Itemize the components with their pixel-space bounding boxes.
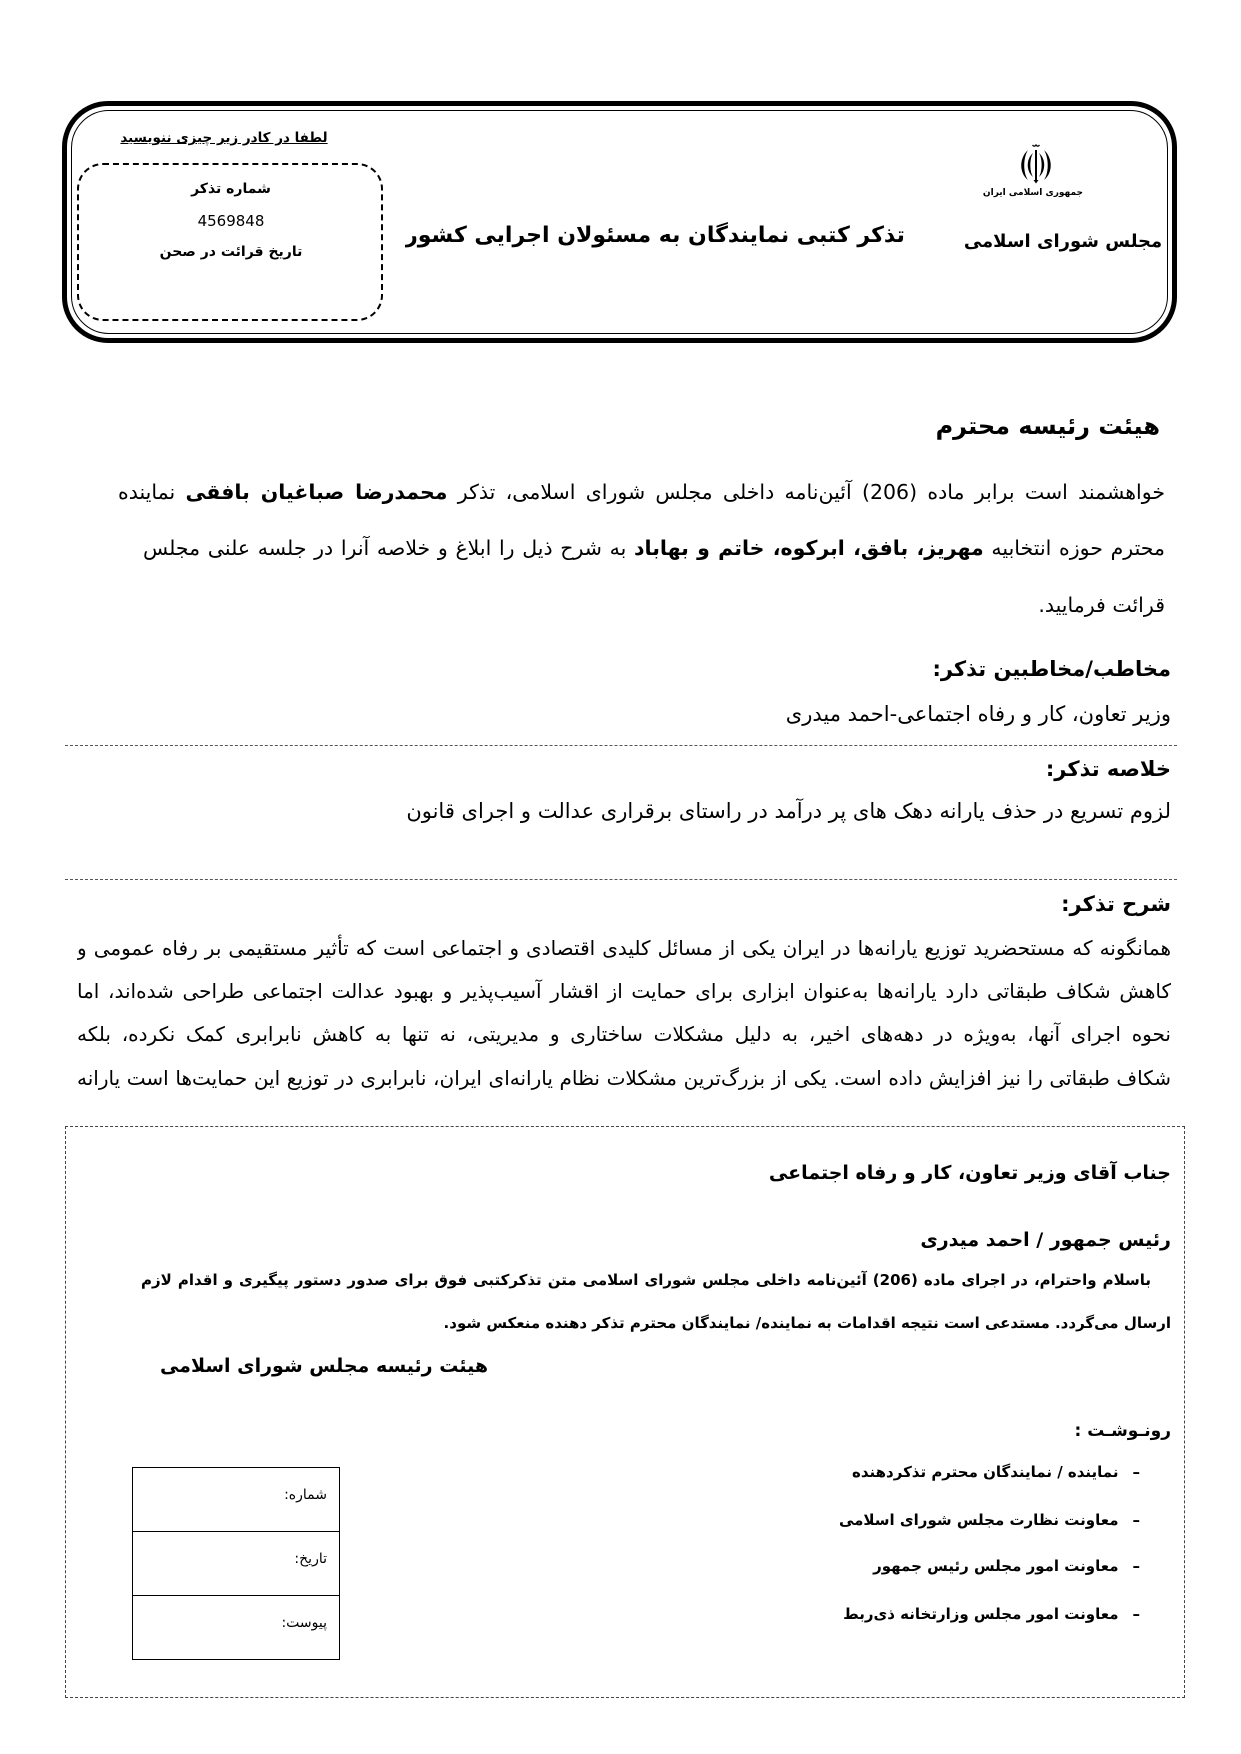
salutation: هیئت رئیسه محترم — [935, 412, 1160, 440]
section-divider — [65, 745, 1177, 746]
description-line: همانگونه که مستحضرید توزیع یارانه‌ها در ایران یکی از مسائل کلیدی اقتصادی و اجتماعی است که تأثیر مستقیمی بر رفاه عمومی و — [77, 936, 1171, 960]
referral-addressee: جناب آقای وزیر تعاون، کار و رفاه اجتماعی — [768, 1162, 1171, 1184]
register-attachment-label: پیوست: — [281, 1615, 327, 1631]
document-title: تذکر کتبی نمایندگان به مسئولان اجرایی کشور — [405, 223, 905, 248]
cc-label: رونـوشـت : — [1074, 1421, 1171, 1441]
cc-list-item — [640, 1600, 1140, 1628]
intro-line-3: قرائت فرمایید. — [1038, 593, 1165, 617]
addressees-value: وزیر تعاون، کار و رفاه اجتماعی-احمد میدری — [785, 702, 1171, 726]
cc-list-item — [640, 1458, 1140, 1486]
intro-line-1 — [118, 475, 1165, 509]
constituency-names: مهریز، بافق، ابرکوه، خاتم و بهاباد — [634, 536, 984, 560]
logo-country-text: جمهوری اسلامی ایران — [983, 188, 1083, 198]
intro-line-1-text: خواهشمند است برابر ماده (206) آئین‌نامه داخلی مجلس شورای اسلامی، تذکر — [457, 480, 1165, 504]
cc-list-item — [640, 1552, 1140, 1580]
notice-number: 4569848 — [197, 212, 265, 230]
logo-parliament-name: مجلس شورای اسلامی — [963, 231, 1163, 252]
cc-item-text: نماینده / نمایندگان محترم تذکردهنده — [852, 1463, 1119, 1481]
cc-item-text: معاونت امور مجلس رئیس جمهور — [873, 1557, 1119, 1575]
cc-list-item — [640, 1506, 1140, 1534]
summary-value: لزوم تسریع در حذف یارانه دهک های پر درآمد در راستای برقراری عدالت و اجرای قانون — [406, 799, 1171, 823]
cc-item-text: معاونت امور مجلس وزارتخانه ذی‌ربط — [843, 1605, 1119, 1623]
intro-line-2-tail: به شرح ذیل را ابلاغ و خلاصه آنرا در جلسه علنی مجلس — [143, 536, 627, 560]
referral-body-line: باسلام واحترام، در اجرای ماده (206) آئین‌نامه داخلی مجلس شورای اسلامی متن تذکرکتبی فوق برای صدور دستور پیگیری و اقدام لازم — [141, 1271, 1151, 1289]
intro-line-2 — [143, 531, 1165, 565]
register-date-label: تاریخ: — [294, 1551, 327, 1567]
register-row-attachment — [133, 1596, 339, 1659]
description-line: شکاف طبقاتی را نیز افزایش داده است. یکی از بزرگ‌ترین مشکلات نظام یارانه‌ای ایران، نابرابری در توزیع این حمایت‌ها است یارانه — [77, 1066, 1171, 1090]
summary-label: خلاصه تذکر: — [1045, 757, 1171, 781]
intro-line-2-text: محترم حوزه انتخابیه — [991, 536, 1165, 560]
register-number-label: شماره: — [284, 1487, 327, 1503]
description-label: شرح تذکر: — [1061, 892, 1171, 916]
description-line: کاهش شکاف طبقاتی دارد یارانه‌ها به‌عنوان ابزاری برای حمایت از اقشار آسیب‌پذیر و بهبود عدالت اجتماعی طراحی شده‌اند، اما — [77, 979, 1171, 1003]
representative-name: محمدرضا صباغیان بافقی — [185, 480, 448, 504]
register-row-date — [133, 1532, 339, 1596]
referral-body-line: ارسال می‌گردد. مستدعی است نتیجه اقدامات به نماینده/ نمایندگان محترم تذکر دهنده منعکس شود. — [443, 1314, 1171, 1332]
register-table — [132, 1467, 340, 1660]
section-divider — [65, 879, 1177, 880]
description-line: نحوه اجرای آنها، به‌ویژه در دهه‌های اخیر، به دلیل مشکلات ساختاری و مدیریتی، نه تنها به کاهش نابرابری کمک نکرده، بلکه — [77, 1022, 1171, 1046]
addressees-label: مخاطب/مخاطبین تذکر: — [932, 657, 1171, 681]
referral-signature: هیئت رئیسه مجلس شورای اسلامی — [159, 1355, 489, 1377]
cc-item-text: معاونت نظارت مجلس شورای اسلامی — [838, 1511, 1119, 1529]
do-not-write-notice: لطفا در کادر زیر چیزی ننویسید — [120, 130, 328, 146]
intro-line-1-tail: نماینده — [118, 480, 176, 504]
referral-addressee-line-2: رئیس جمهور / احمد میدری — [920, 1229, 1171, 1251]
reading-date-label: تاریخ قرائت در صحن — [159, 244, 303, 260]
iran-emblem-icon — [1018, 142, 1054, 184]
notice-number-label: شماره تذکر — [191, 181, 271, 197]
register-row-number — [133, 1468, 339, 1532]
